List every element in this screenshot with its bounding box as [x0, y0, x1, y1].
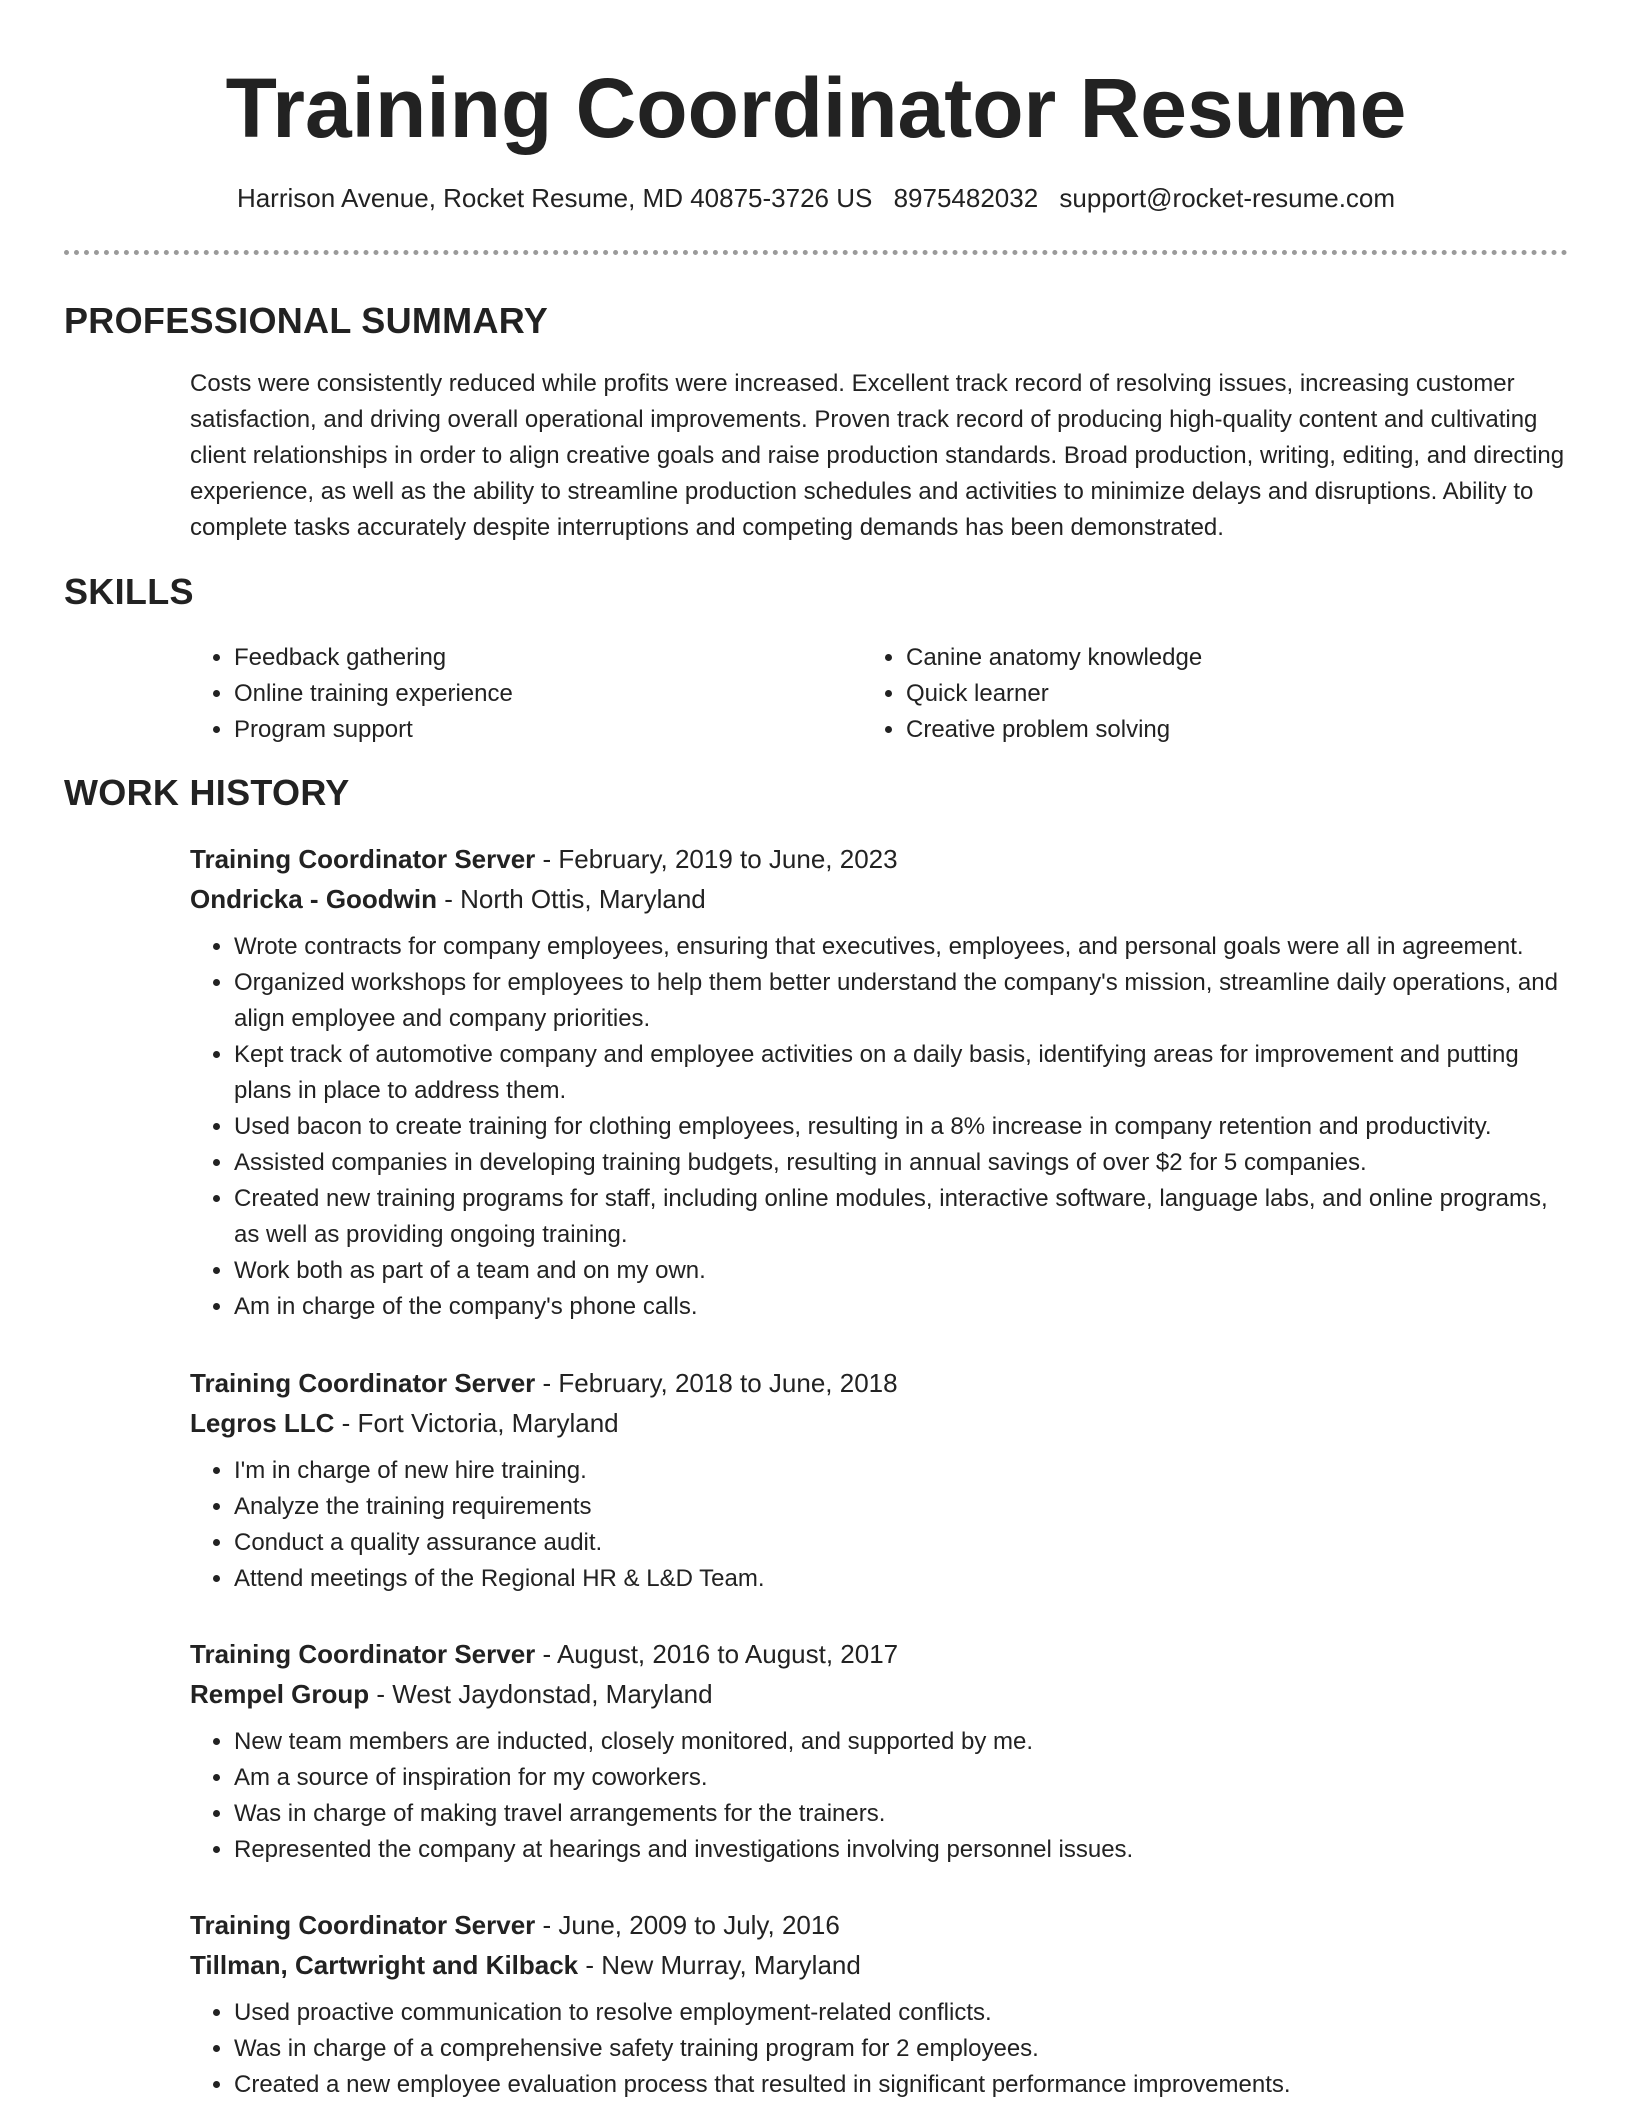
skills-list-left: [190, 640, 810, 748]
job-bullet: • Am a source of inspiration for my coworkers.: [234, 1760, 1570, 1796]
job-bullet: • I'm in charge of new hire training.: [234, 1453, 1570, 1489]
job-entry: [190, 1363, 1570, 1597]
job-company-line: [190, 1674, 1570, 1714]
job-entry: [190, 1634, 1570, 1868]
job-bullet: • New team members are inducted, closely monitored, and supported by me.: [234, 1724, 1570, 1760]
job-bullet: • Assisted companies in developing training budgets, resulting in annual savings of over $2 for 5 companies.: [234, 1145, 1570, 1181]
job-title: Training Coordinator Server: [190, 1368, 536, 1398]
job-company: Tillman, Cartwright and Kilback: [190, 1950, 579, 1980]
job-dates: - August, 2016 to August, 2017: [535, 1639, 899, 1669]
job-bullet: • Kept track of automotive company and employee activities on a daily basis, identifying areas for improvement and putting plans in place to address them.: [234, 1037, 1570, 1109]
skill-item: • Creative problem solving: [906, 712, 1562, 748]
job-bullet: • Analyze the training requirements: [234, 1489, 1570, 1525]
skills-column-right: [862, 640, 1562, 748]
contact-email: support@rocket-resume.com: [1059, 183, 1396, 213]
job-title: Training Coordinator Server: [190, 1639, 536, 1669]
job-bullets: [190, 1995, 1570, 2103]
skill-item: • Online training experience: [234, 676, 810, 712]
skills-list-right: [862, 640, 1562, 748]
job-bullet: • Was in charge of a comprehensive safety training program for 2 employees.: [234, 2031, 1570, 2067]
skill-item: • Canine anatomy knowledge: [906, 640, 1562, 676]
resume-title: Training Coordinator Resume: [225, 61, 1407, 155]
job-bullet: • Used proactive communication to resolve employment-related conflicts.: [234, 1995, 1570, 2031]
job-company-line: [190, 879, 1570, 919]
job-dates: - June, 2009 to July, 2016: [535, 1910, 840, 1940]
skills-column-left: [190, 640, 810, 748]
job-bullet: • Attend meetings of the Regional HR & L&D Team.: [234, 1561, 1570, 1597]
job-company: Ondricka - Goodwin: [190, 884, 438, 914]
job-location: - Fort Victoria, Maryland: [334, 1408, 619, 1438]
job-bullets: [190, 1453, 1570, 1597]
job-company: Legros LLC: [190, 1408, 335, 1438]
job-dates: - February, 2018 to June, 2018: [535, 1368, 898, 1398]
skill-item: • Program support: [234, 712, 810, 748]
job-company-line: [190, 1403, 1570, 1443]
skill-item: • Quick learner: [906, 676, 1562, 712]
job-bullet: • Am in charge of the company's phone calls.: [234, 1289, 1570, 1325]
job-bullet: • Created a new employee evaluation process that resulted in significant performance improvements.: [234, 2067, 1570, 2103]
job-bullet: • Wrote contracts for company employees, ensuring that executives, employees, and personal goals were all in agreement.: [234, 929, 1570, 965]
contact-address: Harrison Avenue, Rocket Resume, MD 40875-3726 US: [236, 183, 873, 213]
job-bullet: • Used bacon to create training for clothing employees, resulting in a 8% increase in company retention and productivity.: [234, 1109, 1570, 1145]
header-divider: [64, 250, 1568, 255]
summary-heading: PROFESSIONAL SUMMARY: [64, 300, 549, 341]
job-entry: [190, 839, 1570, 1325]
work-history-heading: WORK HISTORY: [64, 772, 350, 813]
job-entry: [190, 1905, 1570, 2103]
job-bullet: • Organized workshops for employees to help them better understand the company's mission, streamline daily operations, and align employee and company priorities.: [234, 965, 1570, 1037]
job-title: Training Coordinator Server: [190, 844, 536, 874]
job-location: - West Jaydonstad, Maryland: [369, 1679, 713, 1709]
contact-phone: 8975482032: [893, 183, 1039, 213]
job-title-line: [190, 839, 1570, 879]
job-title-line: [190, 1905, 1570, 1945]
job-bullet: • Was in charge of making travel arrangements for the trainers.: [234, 1796, 1570, 1832]
job-title-line: [190, 1634, 1570, 1674]
job-bullet: • Created new training programs for staff, including online modules, interactive software, language labs, and online programs, as well as providing ongoing training.: [234, 1181, 1570, 1253]
job-title: Training Coordinator Server: [190, 1910, 536, 1940]
job-bullet: • Work both as part of a team and on my own.: [234, 1253, 1570, 1289]
job-company: Rempel Group: [190, 1679, 370, 1709]
job-company-line: [190, 1945, 1570, 1985]
job-location: - New Murray, Maryland: [578, 1950, 861, 1980]
job-bullets: [190, 929, 1570, 1325]
job-bullets: [190, 1724, 1570, 1868]
job-title-line: [190, 1363, 1570, 1403]
skill-item: • Feedback gathering: [234, 640, 810, 676]
skills-heading: SKILLS: [64, 571, 194, 612]
job-location: - North Ottis, Maryland: [437, 884, 706, 914]
job-bullet: • Conduct a quality assurance audit.: [234, 1525, 1570, 1561]
job-dates: - February, 2019 to June, 2023: [535, 844, 898, 874]
job-bullet: • Represented the company at hearings and investigations involving personnel issues.: [234, 1832, 1570, 1868]
contact-line: [0, 180, 1632, 216]
summary-text: Costs were consistently reduced while profits were increased. Excellent track record of resolving issues, increasing customer satisfaction, and driving overall operational improvements. Proven track record of producing high-quality content and cultivating client relationships in order to align creative goals and raise production standards. Broad production, writing, editing, and directing experience, as well as the ability to streamline production schedules and activities to minimize delays and disruptions. Ability to complete tasks accurately despite interruptions and competing demands has been demonstrated.: [190, 370, 1565, 541]
